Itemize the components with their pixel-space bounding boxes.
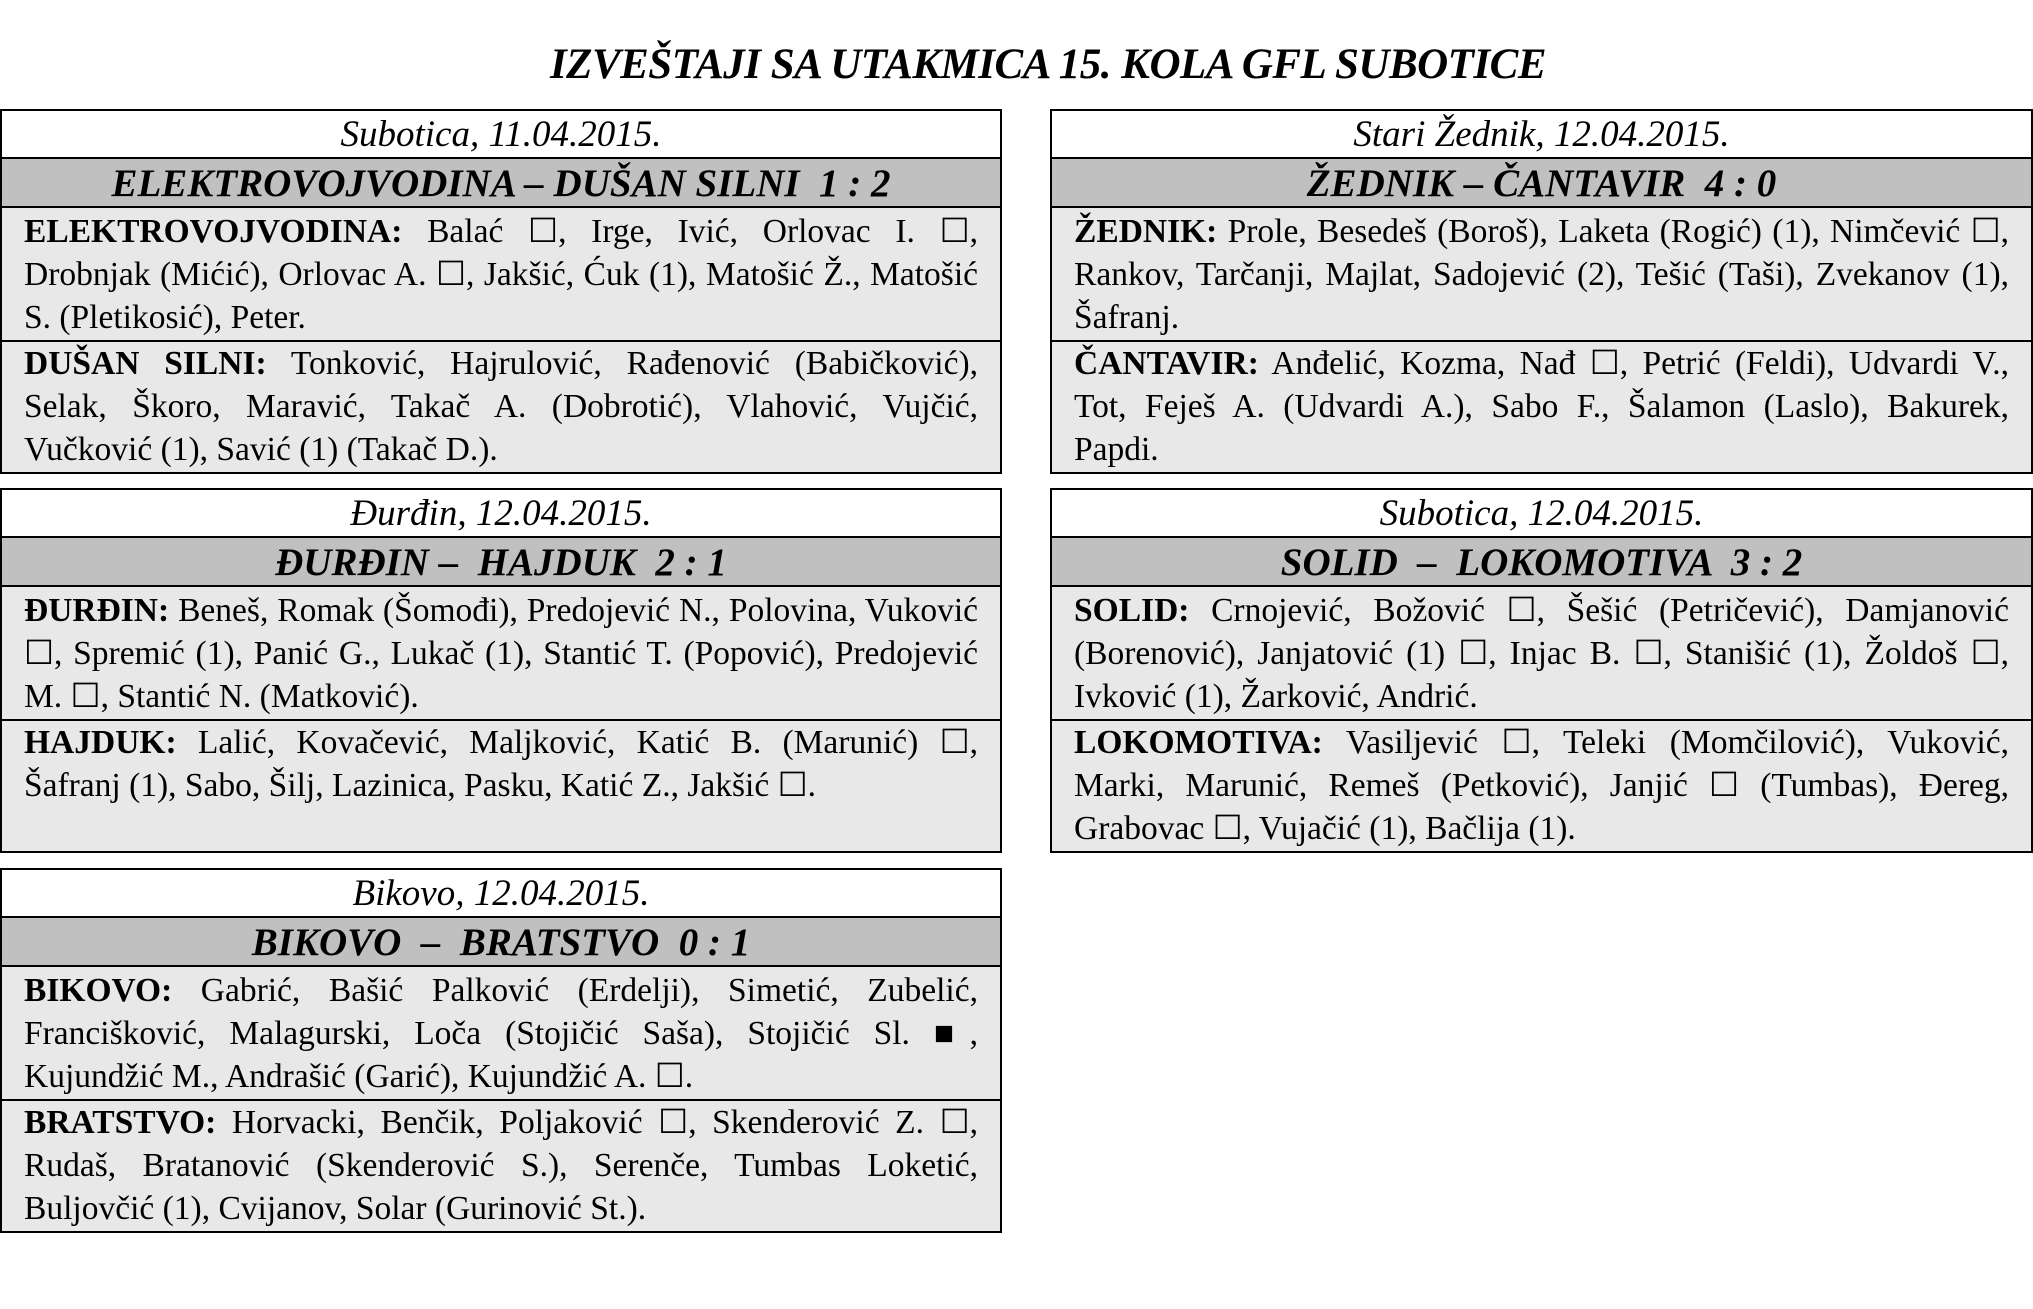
match-report-4 xyxy=(1050,488,2033,853)
away-lineup xyxy=(2,1099,1000,1230)
home-lineup xyxy=(2,967,1000,1099)
away-team-name: ČANTAVIR: xyxy=(1074,345,1259,382)
away-players: Tonković, Hajrulović, Rađenović (Babičković), Selak, Škoro, Maravić, Takač A. (Dobrotić), Vlahović, Vujčić, Vučković (1), Savić (1) (Takač D.). xyxy=(24,345,978,468)
away-players: Anđelić, Kozma, Nađ ☐, Petrić (Feldi), Udvardi V., Tot, Feješ A. (Udvardi A.), Sabo F., Šalamon (Laslo), Bakurek, Papdi. xyxy=(1074,345,2009,468)
away-lineup xyxy=(1052,719,2031,850)
home-lineup xyxy=(1052,208,2031,340)
home-players: Crnojević, Božović ☐, Šešić (Petričević), Damjanović (Borenović), Janjatović (1) ☐, Injac B. ☐, Stanišić (1), Žoldoš ☐, Ivković (1), Žarković, Andrić. xyxy=(1074,592,2009,715)
match-report-3 xyxy=(0,488,1002,853)
page-title: IZVEŠTAJI SA UTAKMICA 15. KOLA GFL SUBOTICE xyxy=(549,41,1547,88)
match-score: BIKOVO – BRATSTVO 0 : 1 xyxy=(2,918,1000,967)
match-date: Bikovo, 12.04.2015. xyxy=(2,870,1000,918)
match-score: ŽEDNIK – ČANTAVIR 4 : 0 xyxy=(1052,159,2031,208)
away-team-name: HAJDUK: xyxy=(24,724,177,761)
home-team-name: SOLID: xyxy=(1074,592,1190,629)
match-date: Subotica, 11.04.2015. xyxy=(2,111,1000,159)
away-team-name: DUŠAN SILNI: xyxy=(24,345,267,382)
away-lineup xyxy=(2,340,1000,471)
home-players: Prole, Besedeš (Boroš), Laketa (Rogić) (1), Nimčević ☐, Rankov, Tarčanji, Majlat, Sadojević (2), Tešić (Taši), Zvekanov (1), Šafranj. xyxy=(1074,213,2009,336)
match-date: Đurđin, 12.04.2015. xyxy=(2,490,1000,538)
home-team-name: ĐURĐIN: xyxy=(24,592,170,629)
away-players: Vasiljević ☐, Teleki (Momčilović), Vuković, Marki, Marunić, Remeš (Petković), Janjić ☐ (Tumbas), Đereg, Grabovac ☐, Vujačić (1), Bačlija (1). xyxy=(1074,724,2009,847)
home-team-name: BIKOVO: xyxy=(24,972,173,1009)
home-lineup xyxy=(1052,587,2031,719)
away-team-name: LOKOMOTIVA: xyxy=(1074,724,1323,761)
away-lineup xyxy=(2,719,1000,807)
home-lineup xyxy=(2,208,1000,340)
match-report-5 xyxy=(0,868,1002,1233)
away-team-name: BRATSTVO: xyxy=(24,1104,217,1141)
away-lineup xyxy=(1052,340,2031,471)
home-team-name: ELEKTROVOJVODINA: xyxy=(24,213,403,250)
match-date: Subotica, 12.04.2015. xyxy=(1052,490,2031,538)
home-players: Beneš, Romak (Šomođi), Predojević N., Polovina, Vuković ☐, Spremić (1), Panić G., Lukač (1), Stantić T. (Popović), Predojević M. ☐, Stantić N. (Matković). xyxy=(24,592,978,715)
match-date: Stari Žednik, 12.04.2015. xyxy=(1052,111,2031,159)
match-report-2 xyxy=(1050,109,2033,474)
home-lineup xyxy=(2,587,1000,719)
home-players: Gabrić, Bašić Palković (Erdelji), Simetić, Zubelić, Francišković, Malagurski, Loča (Stojičić Saša), Stojičić Sl. ■, Kujundžić M., Andrašić (Garić), Kujundžić A. ☐. xyxy=(24,972,978,1095)
away-players: Lalić, Kovačević, Maljković, Katić B. (Marunić) ☐, Šafranj (1), Sabo, Šilj, Lazinica, Pasku, Katić Z., Jakšić ☐. xyxy=(24,724,978,804)
home-players: Balać ☐, Irge, Ivić, Orlovac I. ☐, Drobnjak (Mićić), Orlovac A. ☐, Jakšić, Ćuk (1), Matošić Ž., Matošić S. (Pletikosić), Peter. xyxy=(24,213,978,336)
match-score: ELEKTROVOJVODINA – DUŠAN SILNI 1 : 2 xyxy=(2,159,1000,208)
match-report-1 xyxy=(0,109,1002,474)
match-score: SOLID – LOKOMOTIVA 3 : 2 xyxy=(1052,538,2031,587)
match-score: ĐURĐIN – HAJDUK 2 : 1 xyxy=(2,538,1000,587)
away-players: Horvacki, Benčik, Poljaković ☐, Skenderović Z. ☐, Rudaš, Bratanović (Skenderović S.), Serenče, Tumbas Loketić, Buljovčić (1), Cvijanov, Solar (Gurinović St.). xyxy=(24,1104,978,1227)
home-team-name: ŽEDNIK: xyxy=(1074,213,1218,250)
